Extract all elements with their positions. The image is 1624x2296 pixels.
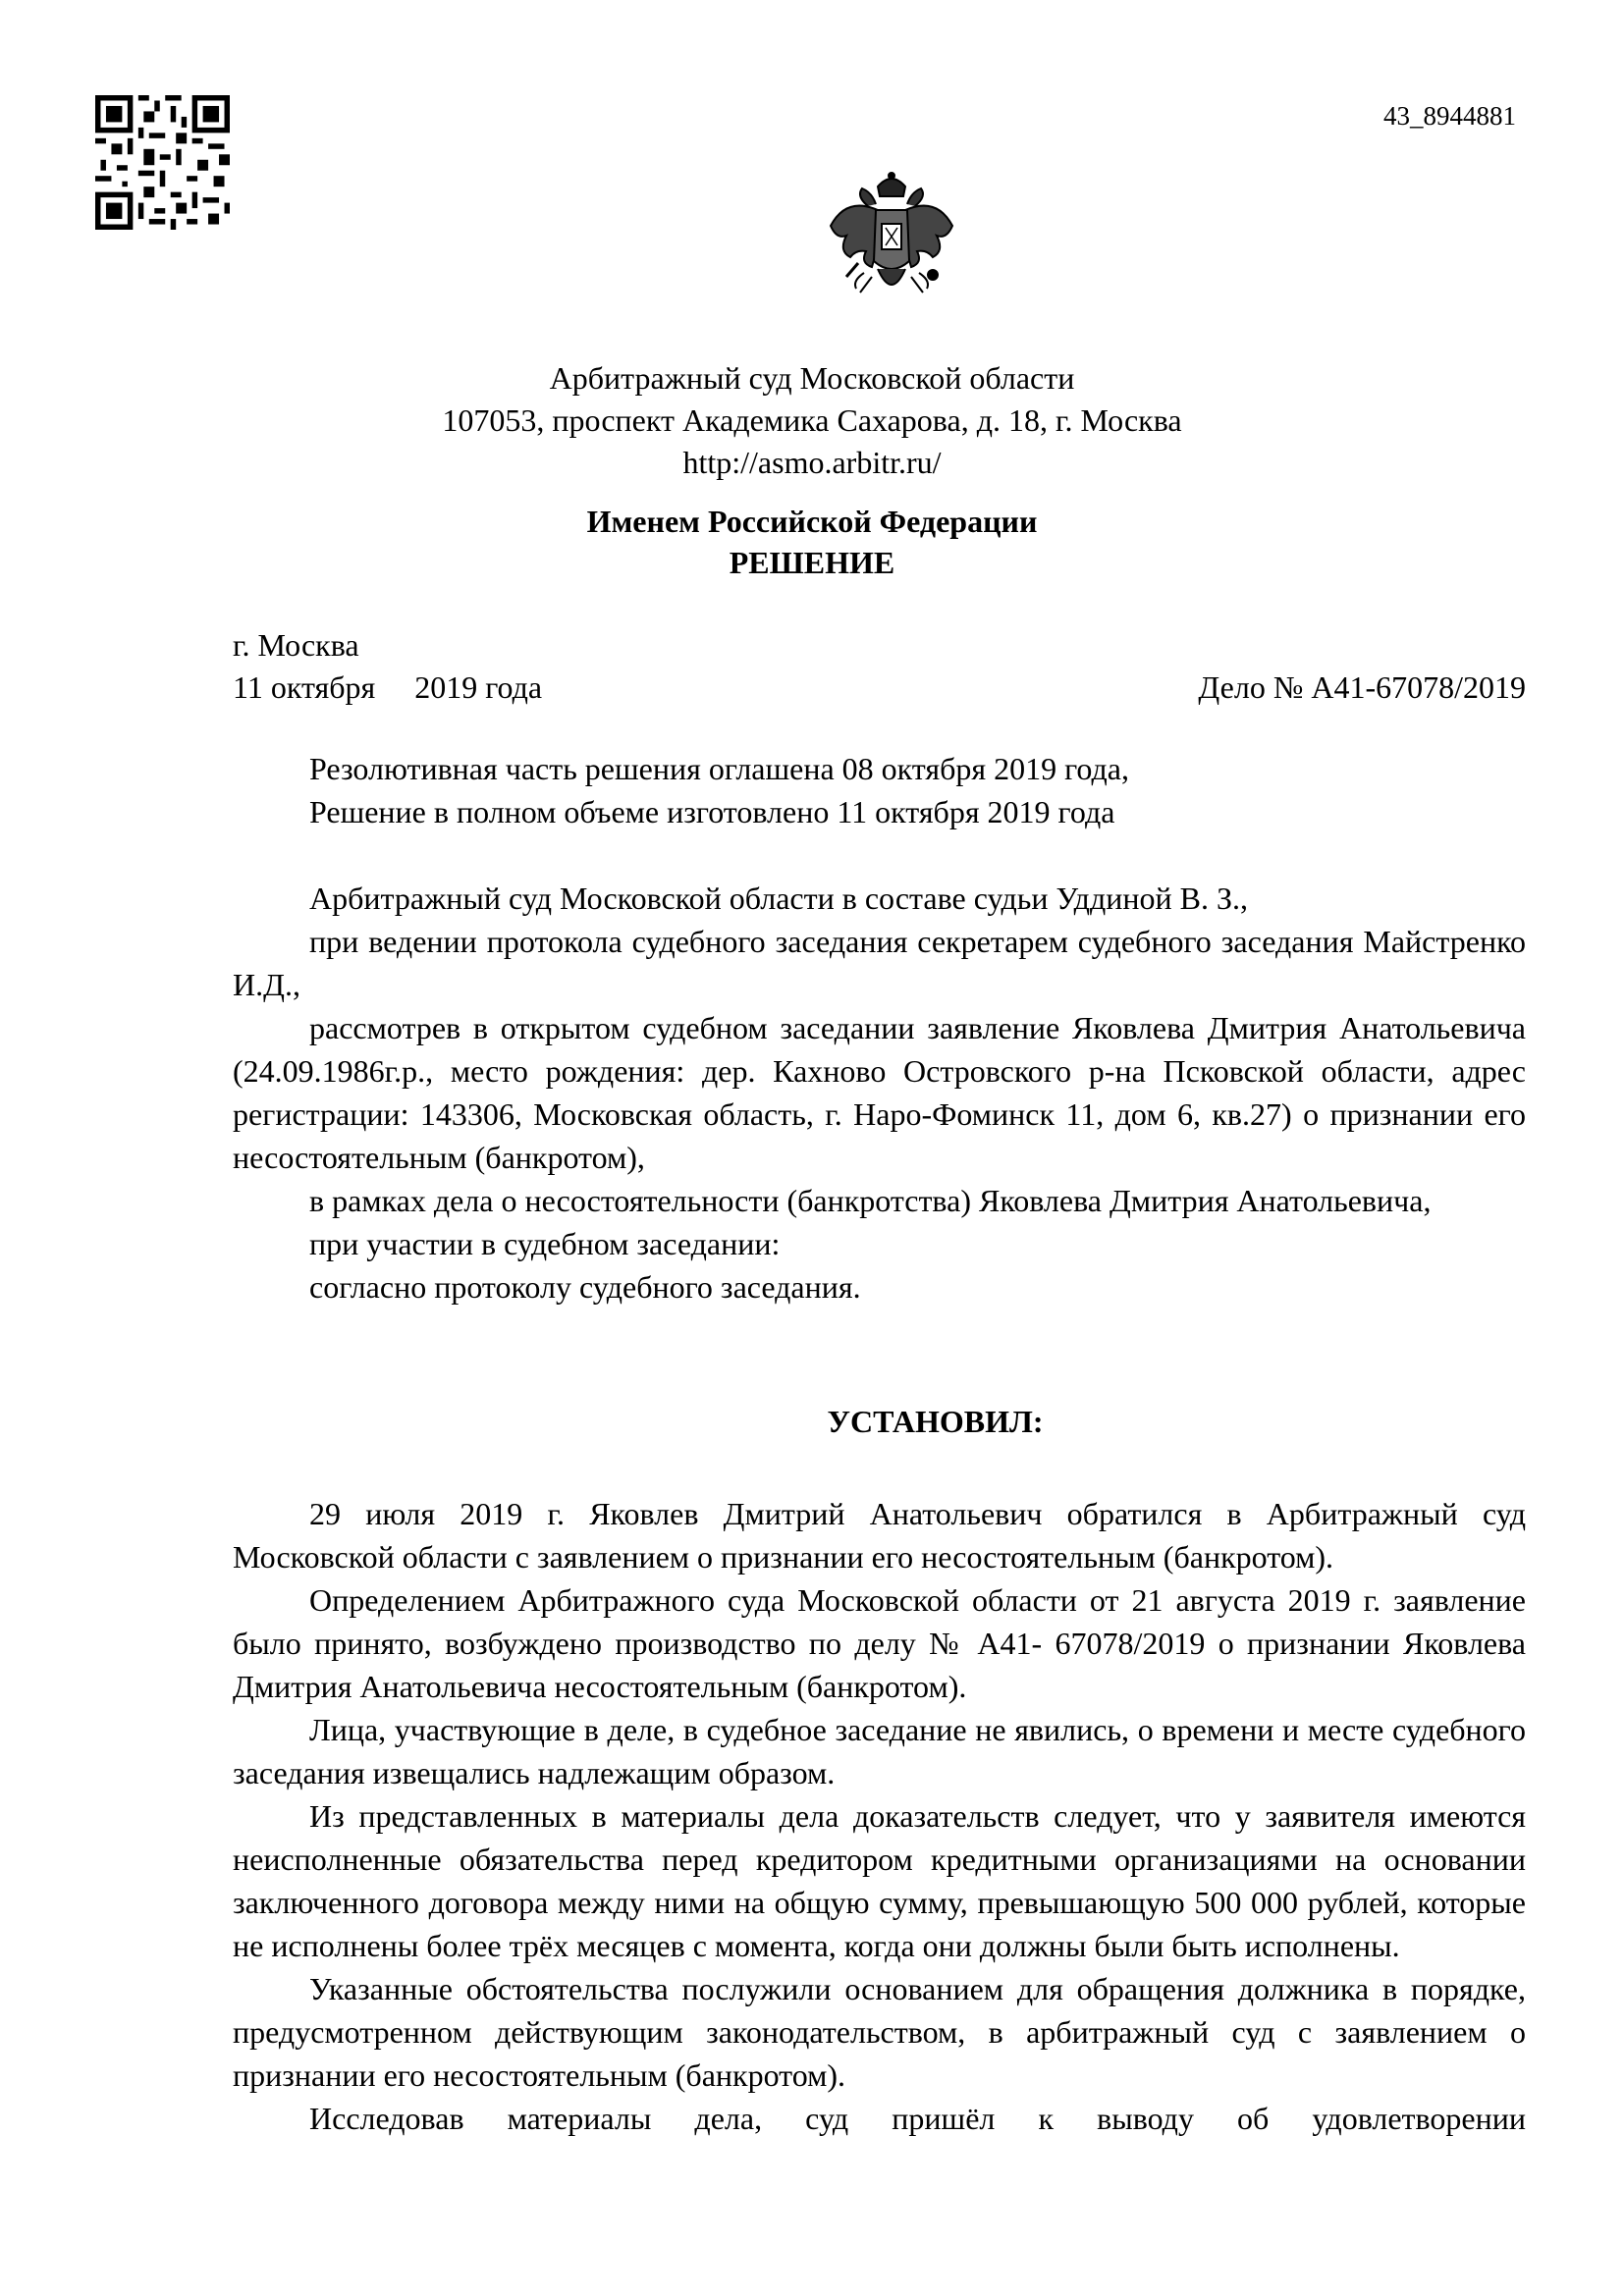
secretary-line: при ведении протокола судебного заседания секретарем судебного заседания Майстренко И.Д., [233, 924, 1526, 1002]
established-heading-text: УСТАНОВИЛ: [827, 1404, 1044, 1439]
court-header [0, 357, 1624, 484]
body-paragraph-4: Из представленных в материалы дела доказательств следует, что у заявителя имеются неисполненные обязательства перед кредитором кредитными организациями на основании заключенного договора между ними на общую сумму, превышающую 500 000 рублей, которые не исполнены более трёх месяцев с момента, когда они должны были быть исполнены. [233, 1798, 1526, 1963]
title-line-1: Именем Российской Федерации [586, 504, 1038, 539]
qr-code-icon [95, 95, 230, 230]
body-paragraph-3: Лица, участвующие в деле, в судебное заседание не явились, о времени и месте судебного заседания извещались надлежащим образом. [233, 1712, 1526, 1790]
body-paragraph-1: 29 июля 2019 г. Яковлев Дмитрий Анатольевич обратился в Арбитражный суд Московской области с заявлением о признании его несостоятельным (банкротом). [233, 1496, 1526, 1575]
court-name: Арбитражный суд Московской области [549, 360, 1075, 396]
court-composition: Арбитражный суд Московской области в составе судьи Уддиной В. З., [309, 881, 1248, 916]
framework-paragraph: в рамках дела о несостоятельности (банкротства) Яковлева Дмитрия Анатольевича, [309, 1183, 1432, 1218]
considered-paragraph: рассмотрев в открытом судебном заседании заявление Яковлева Дмитрия Анатольевича (24.09.1986г.р., место рождения: дер. Кахново Островского р-на Псковской области, адрес регистрации: 143306, Московская область, г. Наро-Фоминск 11, дом 6, кв.27) о признании его несостоятельным (банкротом), [233, 1010, 1526, 1175]
body-paragraph-5: Указанные обстоятельства послужили основанием для обращения должника в порядке, предусмотренном действующим законодательством, в арбитражный суд с заявлением о признании его несостоятельным (банкротом). [233, 1971, 1526, 2093]
body-paragraph-6: Исследовав материалы дела, суд пришёл к выводу об удовлетворении [309, 2101, 1526, 2136]
court-address: 107053, проспект Академика Сахарова, д. 18, г. Москва [442, 402, 1182, 438]
decision-made: Решение в полном объеме изготовлено 11 октября 2019 года [309, 794, 1115, 829]
body-paragraph-2: Определением Арбитражного суда Московской области от 21 августа 2019 г. заявление было принято, возбуждено производство по делу № А41- 67078/2019 о признании Яковлева Дмитрия Анатольевича несостоятельным (банкротом). [233, 1582, 1526, 1704]
title-line-2: РЕШЕНИЕ [729, 545, 895, 580]
decision-title [0, 501, 1624, 583]
place: г. Москва [233, 627, 359, 663]
per-protocol-line: согласно протоколу судебного заседания. [309, 1269, 861, 1305]
case-number: Дело № А41-67078/2019 [1198, 669, 1526, 705]
participation-line: при участии в судебном заседании: [309, 1226, 781, 1261]
established-heading [0, 1404, 1624, 1440]
place-date-block [233, 624, 1526, 709]
document-id: 43_8944881 [1383, 101, 1516, 131]
decision-date: 11 октября 2019 года [233, 669, 543, 705]
coat-of-arms-icon [817, 167, 966, 314]
body-section [233, 1492, 1526, 2140]
resolution-announced: Резолютивная часть решения оглашена 08 октября 2019 года, [309, 751, 1129, 786]
intro-section [233, 747, 1526, 1308]
court-website: http://asmo.arbitr.ru/ [682, 445, 942, 480]
